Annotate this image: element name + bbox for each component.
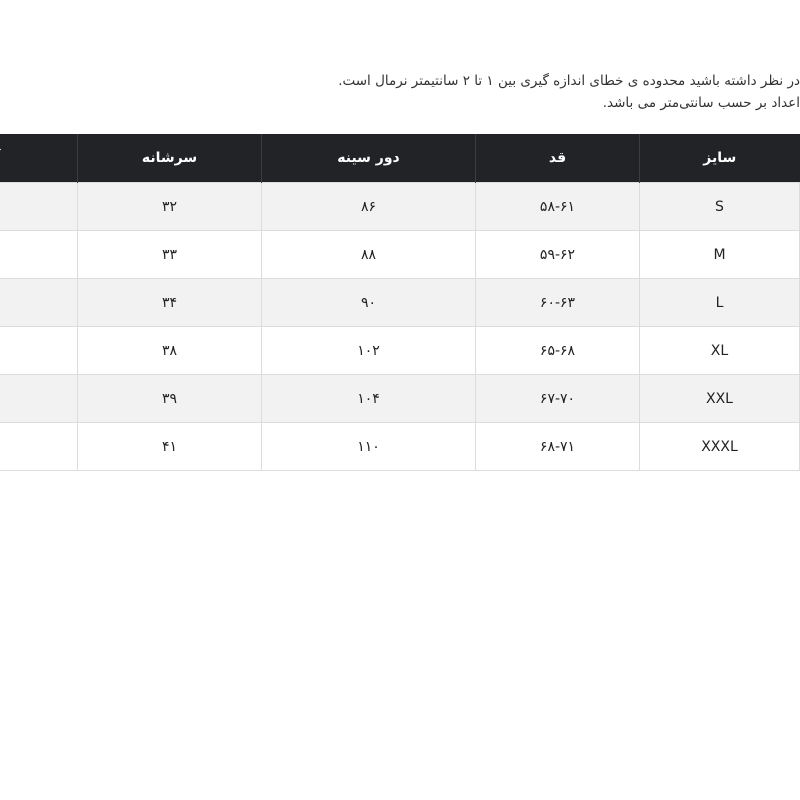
cell-shoulder: ۳۳ [78,231,262,279]
table-header [0,134,800,183]
table-header-row [0,134,800,183]
header-height: قد [476,134,640,183]
cell-shoulder: ۳۸ [78,327,262,375]
cell-size: S [640,183,800,231]
cell-sleeve [0,327,78,375]
table-row [0,183,800,231]
cell-chest: ۸۸ [262,231,476,279]
cell-sleeve [0,375,78,423]
cell-chest: ۸۶ [262,183,476,231]
cell-height: ۶۸-۷۱ [476,423,640,471]
table-row [0,375,800,423]
cell-sleeve [0,231,78,279]
table-row [0,279,800,327]
cell-height: ۵۸-۶۱ [476,183,640,231]
cell-sleeve [0,183,78,231]
cell-size: XXXL [640,423,800,471]
size-chart-table [0,134,800,471]
table-body [0,183,800,471]
cell-sleeve [0,423,78,471]
cell-chest: ۹۰ [262,279,476,327]
cell-chest: ۱۱۰ [262,423,476,471]
table-row [0,327,800,375]
size-notes [0,70,800,114]
cell-size: L [640,279,800,327]
cell-height: ۶۰-۶۳ [476,279,640,327]
table-row [0,423,800,471]
header-shoulder: سرشانه [78,134,262,183]
cell-size: XXL [640,375,800,423]
cell-shoulder: ۳۹ [78,375,262,423]
header-size: سایز [640,134,800,183]
header-sleeve [0,134,78,183]
cell-height: ۶۵-۶۸ [476,327,640,375]
measurement-error-note: در نظر داشته باشید محدوده ی خطای اندازه گیری بین ۱ تا ۲ سانتیمتر نرمال است. [338,73,800,89]
cell-sleeve [0,279,78,327]
cell-height: ۵۹-۶۲ [476,231,640,279]
cell-shoulder: ۴۱ [78,423,262,471]
table-row [0,231,800,279]
units-note: اعداد بر حسب سانتی‌متر می باشد. [602,95,800,111]
cell-chest: ۱۰۴ [262,375,476,423]
cell-height: ۶۷-۷۰ [476,375,640,423]
cell-size: M [640,231,800,279]
cell-shoulder: ۳۲ [78,183,262,231]
cell-size: XL [640,327,800,375]
header-chest: دور سینه [262,134,476,183]
cell-chest: ۱۰۲ [262,327,476,375]
cell-shoulder: ۳۴ [78,279,262,327]
